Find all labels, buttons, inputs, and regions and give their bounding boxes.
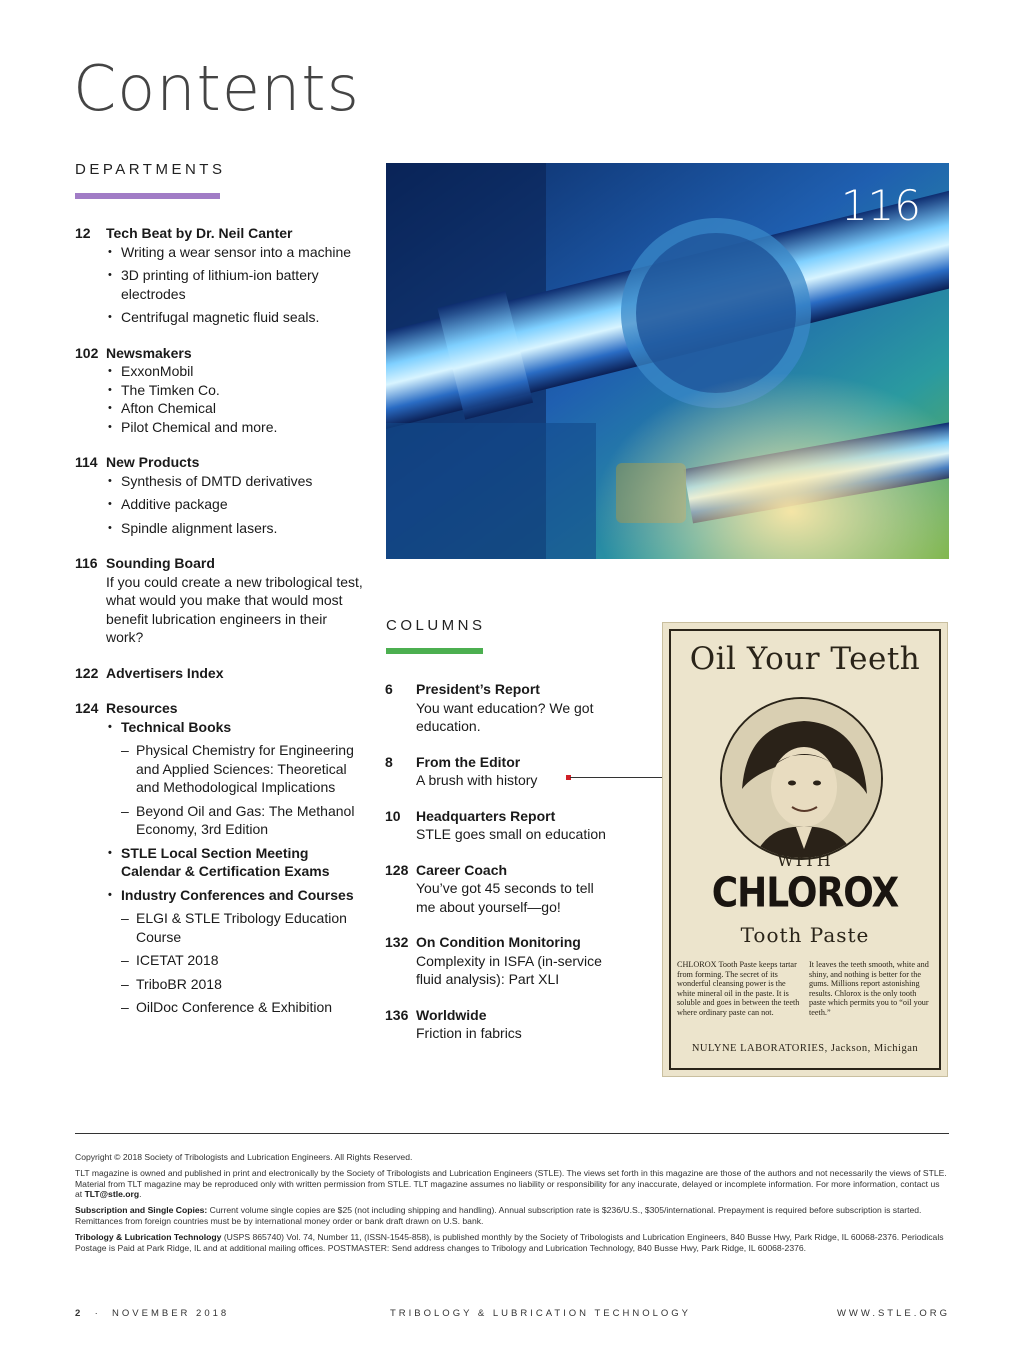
ad-portrait	[720, 697, 883, 860]
entry-title: Headquarters Report	[416, 807, 556, 824]
page-number: 136	[385, 1006, 409, 1023]
entry-title: On Condition Monitoring	[416, 934, 581, 950]
bullet-item: • 3D printing of lithium-ion battery electrodes	[106, 266, 365, 303]
page-number: 114	[75, 454, 98, 470]
bullet-item: • ExxonMobil	[106, 362, 365, 381]
entry-description: If you could create a new tribological test, what would you make that would most benefit lubrication engineers in their work?	[106, 573, 363, 645]
page-title: Contents	[73, 52, 360, 125]
departments-heading: DEPARTMENTS	[75, 161, 226, 178]
bullet-item: • Pilot Chemical and more.	[106, 418, 365, 437]
entry-description: A brush with history	[416, 772, 538, 788]
page-number: 132	[385, 934, 409, 950]
legal-paragraph	[75, 1205, 949, 1227]
legal-notice	[75, 1152, 949, 1258]
sub-item: – ELGI & STLE Tribology Education Course	[121, 909, 365, 946]
page-number: 116	[75, 555, 98, 571]
columns-list	[385, 680, 615, 1060]
column-entry[interactable]	[385, 1006, 615, 1043]
entry-description: Complexity in ISFA (in-service fluid analysis): Part XLI	[416, 952, 602, 987]
page-number: 8	[385, 753, 393, 770]
ad-brand-logo: CHLOROX	[711, 869, 899, 918]
resource-group-label: STLE Local Section Meeting Calendar & Certification Exams	[121, 844, 330, 879]
ad-copy-left: CHLOROX Tooth Paste keeps tartar from forming. The secret of its wonderful cleansing power is the white mineral oil in the paste. It is soluble and goes in between the teeth where ordinary paste can not.	[677, 960, 800, 1017]
entry-description: You’ve got 45 seconds to tell me about yourself—go!	[416, 880, 594, 915]
website-url[interactable]: WWW.STLE.ORG	[836, 1308, 950, 1319]
sub-item: – TriboBR 2018	[121, 975, 365, 994]
entry-description: STLE goes small on education	[416, 826, 606, 842]
entry-title: New Products	[106, 454, 200, 470]
entry-title: Resources	[106, 700, 178, 716]
resource-group	[106, 718, 365, 839]
legal-label: Subscription and Single Copies:	[75, 1205, 208, 1216]
resource-group	[106, 886, 365, 1017]
dept-entry[interactable]	[75, 554, 365, 647]
legal-paragraph	[75, 1232, 949, 1254]
resource-group-label: Technical Books	[121, 718, 232, 735]
entry-title: President’s Report	[416, 681, 540, 697]
entry-title: Worldwide	[416, 1006, 487, 1023]
ad-with: WITH	[777, 851, 833, 870]
departments-bar	[75, 193, 220, 199]
legal-text: Current volume single copies are $25 (not including shipping and handling). Annual subscription rate is $236/U.S., $305/international. Prepayment is required before subscription is started. Remittances from foreign countries must be by international money order or bank draft drawn on U.S. bank.	[75, 1205, 922, 1226]
legal-paragraph: TLT magazine is owned and published in print and electronically by the Society of Tribologists and Lubrication Engineers (STLE). The views set forth in this magazine are those of the authors and not necessarily the views of STLE. Material from TLT magazine may be reproduced only with written permission from STLE. TLT magazine assumes no liability or responsibility for any inaccurate, delayed or incomplete information. For more information, contact us at TLT@stle.org.	[75, 1167, 947, 1200]
feature-photo[interactable]	[386, 163, 949, 559]
sub-item: – OilDoc Conference & Exhibition	[121, 998, 365, 1017]
ad-copy	[677, 960, 933, 1018]
bullet-item: • Synthesis of DMTD derivatives	[106, 472, 365, 491]
ad-copy-right: It leaves the teeth smooth, white and shiny, and nothing is better for the gums. Millions report astonishing results. Chlorox is the only tooth paste which permits you to “oil your teeth.”	[809, 960, 929, 1017]
woman-portrait-illustration	[722, 699, 883, 860]
column-entry[interactable]	[385, 680, 615, 736]
columns-heading: COLUMNS	[386, 617, 486, 634]
page-number: 6	[385, 681, 393, 697]
entry-title: Tech Beat by Dr. Neil Canter	[106, 225, 293, 241]
ad-footer: NULYNE LABORATORIES, Jackson, Michigan	[691, 1043, 919, 1054]
folio-number: 2	[75, 1308, 84, 1319]
ad-headline: Oil Your Teeth	[689, 641, 921, 677]
entry-title: From the Editor	[416, 753, 521, 770]
column-entry[interactable]	[385, 933, 615, 989]
departments-list	[75, 224, 365, 1034]
bullet-item: • The Timken Co.	[106, 381, 365, 400]
vintage-ad[interactable]	[662, 622, 948, 1077]
bullet-item: • Afton Chemical	[106, 399, 365, 418]
bullet-item: • Writing a wear sensor into a machine	[106, 243, 365, 262]
sub-item: – ICETAT 2018	[121, 951, 365, 970]
column-entry[interactable]	[385, 753, 615, 790]
bullet-item: • Spindle alignment lasers.	[106, 519, 365, 538]
page-number: 10	[385, 807, 401, 824]
entry-title: Sounding Board	[106, 555, 215, 571]
dept-entry[interactable]	[75, 453, 365, 537]
legal-text: (USPS 865740) Vol. 74, Number 11, (ISSN-1545-858), is published monthly by the Society of Tribologists and Lubrication Engineers, 840 Busse Hwy, Park Ridge, IL 60068-2376. Periodicals Postage is Paid at Park Ridge, IL and at additional mailing offices. POSTMASTER: Send address changes to Tribology and Lubrication Technology, 840 Busse Hwy, Park Ridge, IL 60068-2376.	[75, 1231, 944, 1253]
page-number: 12	[75, 225, 91, 241]
legal-label: Tribology & Lubrication Technology	[75, 1231, 222, 1242]
photo-page-number: 116	[840, 181, 921, 230]
dept-entry[interactable]	[75, 699, 365, 1017]
entry-description: Friction in fabrics	[416, 1025, 522, 1041]
footer-left: 2 · NOVEMBER 2018	[75, 1308, 230, 1319]
page-number: 124	[75, 700, 99, 716]
resource-group-label: Industry Conferences and Courses	[121, 886, 354, 903]
ad-product: Tooth Paste	[740, 923, 870, 947]
sub-item: – Physical Chemistry for Engineering and Applied Sciences: Theoretical and Methodological Implications	[121, 741, 365, 797]
page-number: 128	[385, 861, 409, 878]
entry-title: Career Coach	[416, 861, 508, 878]
publication-name: TRIBOLOGY & LUBRICATION TECHNOLOGY	[390, 1308, 692, 1319]
page-number: 102	[75, 344, 99, 361]
issue-date: NOVEMBER 2018	[112, 1308, 230, 1319]
legal-text: TLT magazine is owned and published in print and electronically by the Society of Tribologists and Lubrication Engineers (STLE). The views set forth in this magazine are those of the authors and not necessarily the views of STLE. Material from TLT magazine may be reproduced only with written permission from STLE. TLT magazine assumes no liability or responsibility for any inaccurate, delayed or incomplete information. For more information, contact us at	[75, 1167, 947, 1200]
page-number: 122	[75, 664, 99, 681]
resource-group	[106, 844, 365, 881]
column-entry[interactable]	[385, 861, 615, 917]
columns-bar	[386, 648, 483, 654]
entry-description: You want education? We got education.	[416, 699, 594, 734]
dept-entry[interactable]	[75, 224, 365, 327]
entry-title: Newsmakers	[106, 344, 192, 361]
contact-email-link[interactable]: TLT@stle.org	[84, 1189, 140, 1200]
entry-title: Advertisers Index	[106, 664, 224, 681]
copyright-line: Copyright © 2018 Society of Tribologists and Lubrication Engineers. All Rights Reserved.	[75, 1152, 413, 1162]
bullet-item: • Centrifugal magnetic fluid seals.	[106, 308, 365, 327]
dept-entry[interactable]	[75, 664, 365, 683]
column-entry[interactable]	[385, 807, 615, 844]
dept-entry[interactable]	[75, 344, 365, 437]
connector-line	[570, 777, 662, 778]
bullet-item: • Additive package	[106, 495, 365, 514]
sub-item: – Beyond Oil and Gas: The Methanol Economy, 3rd Edition	[121, 802, 365, 839]
footer-rule	[75, 1133, 949, 1134]
